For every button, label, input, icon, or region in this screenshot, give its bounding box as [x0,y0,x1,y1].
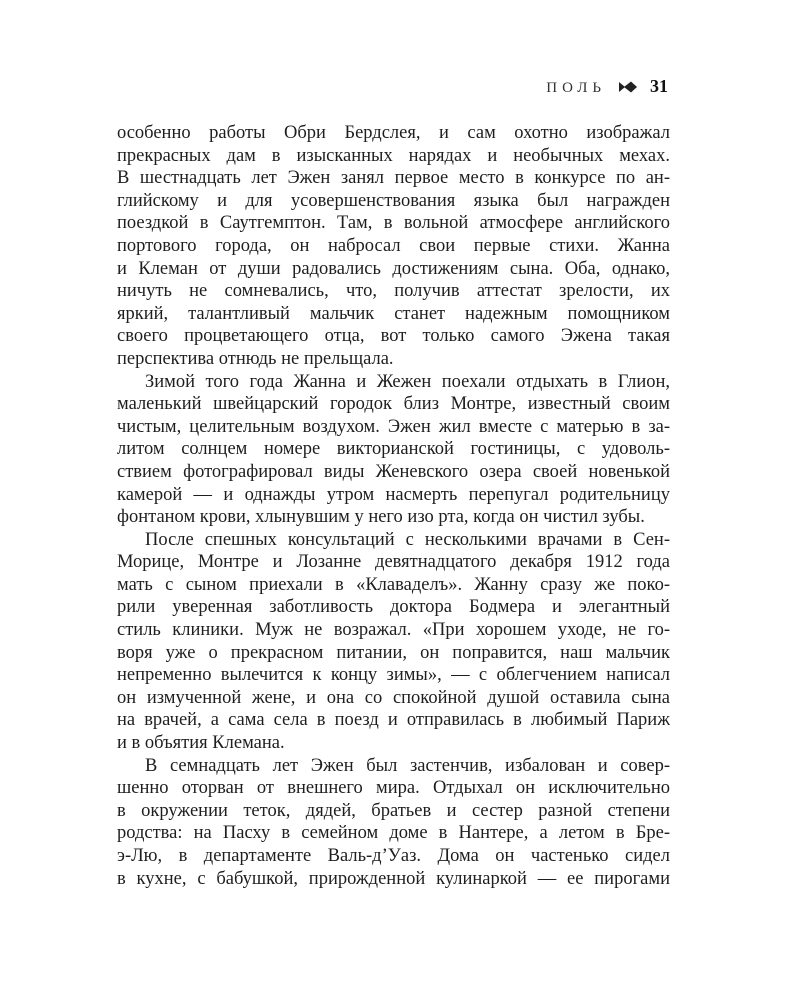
text-line: чистым, целительным воздухом. Эжен жил вместе с матерью в за- [117,416,670,437]
text-line: яркий, талантливый мальчик станет надежным помощником [117,303,670,324]
text-line: на врачей, а сама села в поезд и отправилась в любимый Париж [117,710,670,731]
text-line: и в объятия Клемана. [117,733,285,754]
text-line: портового города, он набросал свои первые стихи. Жанна [117,235,670,256]
text-line: стиль клиники. Муж не возражал. «При хорошем уходе, не го- [117,620,670,641]
text-line: глийскому и для усовершенствования языка был награжден [117,190,670,211]
text-line: воря уже о прекрасном питании, он поправится, наш мальчик [117,642,670,663]
text-line: шенно оторван от внешнего мира. Отдыхал он исключительно [117,778,670,799]
text-line: своего процветающего отца, вот только самого Эжена такая [117,326,670,347]
text-line: рили уверенная заботливость доктора Бодмера и элегантный [117,597,670,618]
text-line: камерой — и однажды утром насмерть перепугал родительницу [117,484,670,505]
text-line: в окружении теток, дядей, братьев и сестер разной степени [117,800,670,821]
page-number: 31 [650,76,668,96]
text-line: он измученной жене, и она со спокойной душой оставила сына [117,687,670,708]
text-line: маленький швейцарский городок близ Монтре, известный своим [117,394,670,415]
text-line: и Клеман от души радовались достижениям сына. Оба, однако, [117,258,670,279]
text-line: ничуть не сомневались, что, получив аттестат зрелости, их [117,281,670,302]
text-line: Зимой того года Жанна и Жежен поехали отдыхать в Глион, [145,371,670,392]
text-line: литом солнцем номере викторианской гостиницы, с удоволь- [117,439,670,460]
text-line: особенно работы Обри Бердслея, и сам охотно изображал [117,123,670,143]
text-line: э-Лю, в департаменте Валь-д’Уаз. Дома он частенько сидел [117,846,670,866]
text-line: в кухне, с бабушкой, прирожденной кулинаркой — ее пирогами [117,868,670,889]
text-line: ствием фотографировал виды Женевского озера своей новенькой [117,461,670,482]
text-line: В шестнадцать лет Эжен занял первое место в конкурсе по ан- [117,168,670,189]
text-line: Морице, Монтре и Лозанне девятнадцатого декабря 1912 года [117,552,670,573]
body-text [117,122,670,890]
running-header [546,76,668,97]
text-line: фонтаном крови, хлынувшим у него изо рта, когда он чистил зубы. [117,507,645,528]
text-line: перспектива отнюдь не прельщала. [117,348,394,369]
fleuron-arrow-icon [618,81,638,93]
text-line: непременно вылечится к концу зимы», — с облегчением написал [117,665,670,686]
text-line: В семнадцать лет Эжен был застенчив, избалован и совер- [145,755,670,776]
text-line: прекрасных дам в изысканных нарядах и необычных мехах. [117,145,670,166]
text-line: поездкой в Саутгемптон. Там, в вольной атмосфере английского [117,213,670,234]
text-line: После спешных консультаций с несколькими врачами в Сен- [145,529,670,550]
text-line: родства: на Пасху в семейном доме в Нантере, а летом в Бре- [117,823,670,844]
text-line: мать с сыном приехали в «Клаваделъ». Жанну сразу же поко- [117,574,670,595]
running-title: ПОЛЬ [546,80,606,96]
